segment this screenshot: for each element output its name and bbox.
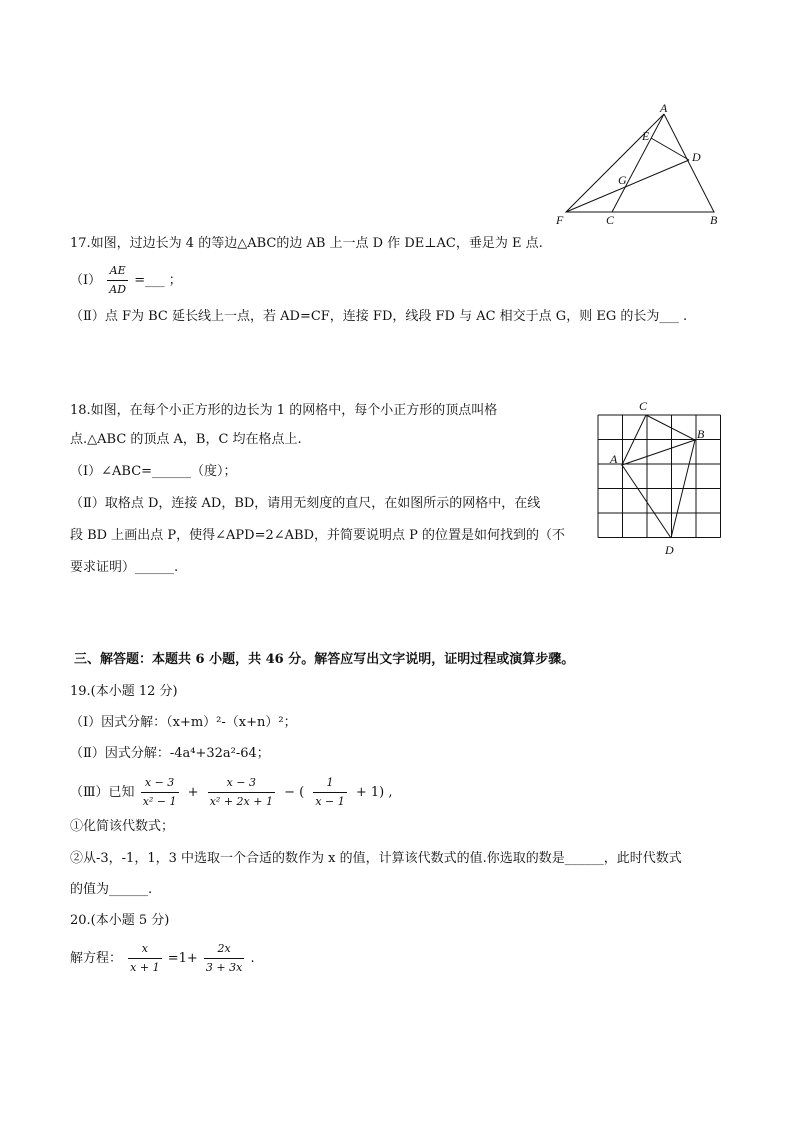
q17-ratio-den: AD <box>107 280 128 299</box>
q19-sub1: ①化简该代数式； <box>70 819 175 834</box>
q17-part1 <box>70 262 182 299</box>
q18-stem-line2: 点.△ABC 的顶点 A，B，C 均在格点上. <box>70 432 302 447</box>
q18-part1: （I）∠ABC=______（度）； <box>70 464 237 479</box>
q20-mid: =1+ <box>167 951 198 966</box>
q19-fraction-1 <box>141 774 179 811</box>
q19-f2-den: x² + 2x + 1 <box>208 792 275 811</box>
q18-stem-line1: 18.如图，在每个小正方形的边长为 1 的网格中，每个小正方形的顶点叫格 <box>70 403 498 418</box>
q18-label-B: B <box>697 427 705 441</box>
q19-fraction-2 <box>208 774 275 811</box>
q17-label-F: F <box>556 213 564 227</box>
q20-fraction-1 <box>128 940 161 977</box>
q20-f1-num: x <box>141 942 148 955</box>
q17-label-G: G <box>618 173 627 187</box>
q19-fraction-3 <box>313 774 346 811</box>
q19-sub2-line1: ②从-3，-1，1，3 中选取一个合适的数作为 x 的值，计算该代数式的值.你选取的数是______，此时代数式 <box>70 851 682 866</box>
q17-part2: （Ⅱ）点 F为 BC 延长线上一点，若 AD=CF，连接 FD，线段 FD 与 AC 相交于点 G，则 EG 的长为___ . <box>70 309 688 324</box>
q19-plus: + <box>187 785 199 800</box>
q19-part1: （I）因式分解：（x+m）²-（x+n）²； <box>70 715 297 730</box>
q17-label-A: A <box>660 101 668 115</box>
q17-part1-suffix: =___ ； <box>134 273 182 288</box>
q18-label-A: A <box>610 452 618 466</box>
q17-label-E: E <box>642 129 650 143</box>
q17-label-D: D <box>692 150 701 164</box>
q17-ratio-num: AE <box>109 264 126 277</box>
q17-part1-prefix: （I） <box>70 273 102 288</box>
q19-tail: + 1) , <box>355 785 393 800</box>
q17-stem: 17.如图，过边长为 4 的等边△ABC的边 AB 上一点 D 作 DE⊥AC，垂足为 E 点. <box>70 236 543 251</box>
section3-heading: 三、解答题：本题共 6 小题，共 46 分。解答应写出文字说明，证明过程或演算步骤。 <box>74 652 575 667</box>
q20-equation <box>70 940 255 977</box>
q19-f1-num: x − 3 <box>144 776 175 789</box>
q20-f2-den: 3 + 3x <box>204 958 244 977</box>
q20-f1-den: x + 1 <box>128 958 161 977</box>
q19-f1-den: x² − 1 <box>141 792 179 811</box>
q18-part2-line3: 要求证明）______. <box>70 560 179 575</box>
q17-label-B: B <box>710 213 718 227</box>
q19-f2-num: x − 3 <box>226 776 257 789</box>
q18-label-D: D <box>665 543 674 557</box>
q19-f3-num: 1 <box>326 776 334 789</box>
q18-label-C: C <box>639 399 648 413</box>
q20-fraction-2 <box>204 940 244 977</box>
q18-grid-figure <box>590 398 730 558</box>
q20-f2-num: 2x <box>217 942 231 955</box>
q19-f3-den: x − 1 <box>313 792 346 811</box>
q19-part3-prefix: （Ⅲ）已知 <box>70 785 135 800</box>
q20-end: . <box>250 951 255 966</box>
q19-part2: （Ⅱ）因式分解：-4a⁴+32a²-64； <box>70 746 270 761</box>
q17-ratio-fraction <box>107 262 128 299</box>
q19-sub2-line2: 的值为______. <box>70 882 153 897</box>
q20-title: 20.(本小题 5 分) <box>70 913 170 928</box>
q20-prefix: 解方程： <box>70 951 123 966</box>
q17-triangle-figure <box>552 100 732 228</box>
q18-part2-line2: 段 BD 上画出点 P，使得∠APD=2∠ABD，并简要说明点 P 的位置是如何找到的（不 <box>70 528 566 543</box>
q18-part2-line1: （Ⅱ）取格点 D，连接 AD，BD，请用无刻度的直尺，在如图所示的网格中，在线 <box>70 496 541 511</box>
q19-part3 <box>70 774 396 811</box>
q19-minus-open: − ( <box>284 785 305 800</box>
q19-title: 19.(本小题 12 分) <box>70 684 178 699</box>
q17-label-C: C <box>606 213 615 227</box>
